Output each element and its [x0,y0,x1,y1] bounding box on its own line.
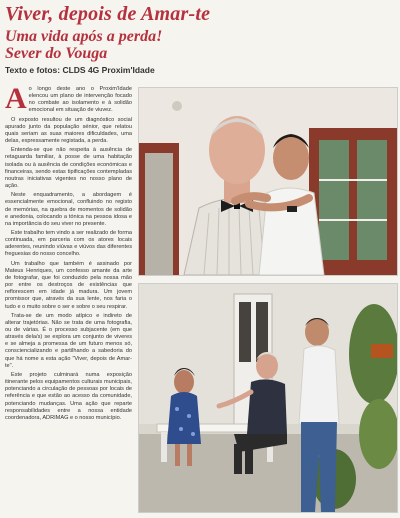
photo-bench-illustration [139,284,397,512]
article-title: Viver, depois de Amar-te [5,3,211,25]
photo-bowtie-illustration [139,88,397,275]
article-paragraph: Entenda-se que não respeita à ausência de retaguarda familiar, à posse de uma habitação isolada ou à ausência de condições económicas e financeiras, sendo estas tipificações contempladas noutras iniciativas vigentes no nosso plano de ação. [5,147,132,190]
article-body [5,82,132,422]
drop-cap: A [5,82,27,115]
photo-bench [138,283,398,513]
article-paragraph: O exposto resultou de um diagnóstico social apurado junto da população sénior, que relatou quais seriam as suas maiores dificuldades, uma delas, expressamente registada, a perda. [5,116,132,145]
article-header [5,4,395,75]
article-paragraph: Trata-se de um modo atípico e indireto de alterar trajetórias. Não se trata de uma fotografia, ou de várias. É o processo subjacente (em que através dela/s) se explora um conjunto de viveres e se almeja a promessa de um futuro menos só, consciencializando e partilhando a sabedoria do que há nome a esta ação "Viver, depois de Amar-te". [5,312,132,369]
article-subtitle: Uma vida após a perda! [5,28,163,45]
article-paragraph: Um trabalho que também é assinado por Mateus Henriques, um confesso amante da arte de fotografar, que foi conduzido pela nossa mão por entre os destroços de existências que reflorescem em idade já madura. Um jovem promissor que, através da sua lente, nos faria o tudo e o muito sobre o ser e sobre o seu respirar. [5,260,132,310]
article-paragraph: Este trabalho tem vindo a ser realizado de forma continuada, em parceria com os atores locais aderentes, reunindo viúvas e viúvos das diferentes freguesias do nosso concelho. [5,229,132,258]
article-paragraph: Neste enquadramento, a abordagem é essencialmente emocional, confluindo no registo de memórias, na quebra de momentos de solidão e anedonia, colocando a tónica na pessoa idosa e na importância do seu viver no presente. [5,192,132,227]
article-paragraph: Este projeto culminará numa exposição itinerante pelos equipamentos culturais municipais, potenciando a circulação de pessoas por locais de referência e que estão ao acesso da comunidade, potenciando mudanças. Uma ação que reparte responsabilidades entre a nossa entidade coordenadora, ADRIMAG e o nosso município. [5,371,132,421]
article-location: Sever do Vouga [5,45,108,62]
photo-bowtie [138,87,398,276]
article-paragraph: Ao longo deste ano o Proxim'Idade elencou um plano de intervenção focado no combate ao isolamento e à solidão emocional em situação de viuvez. [5,82,132,115]
article-credit: Texto e fotos: CLDS 4G Proxim'Idade [5,65,155,75]
